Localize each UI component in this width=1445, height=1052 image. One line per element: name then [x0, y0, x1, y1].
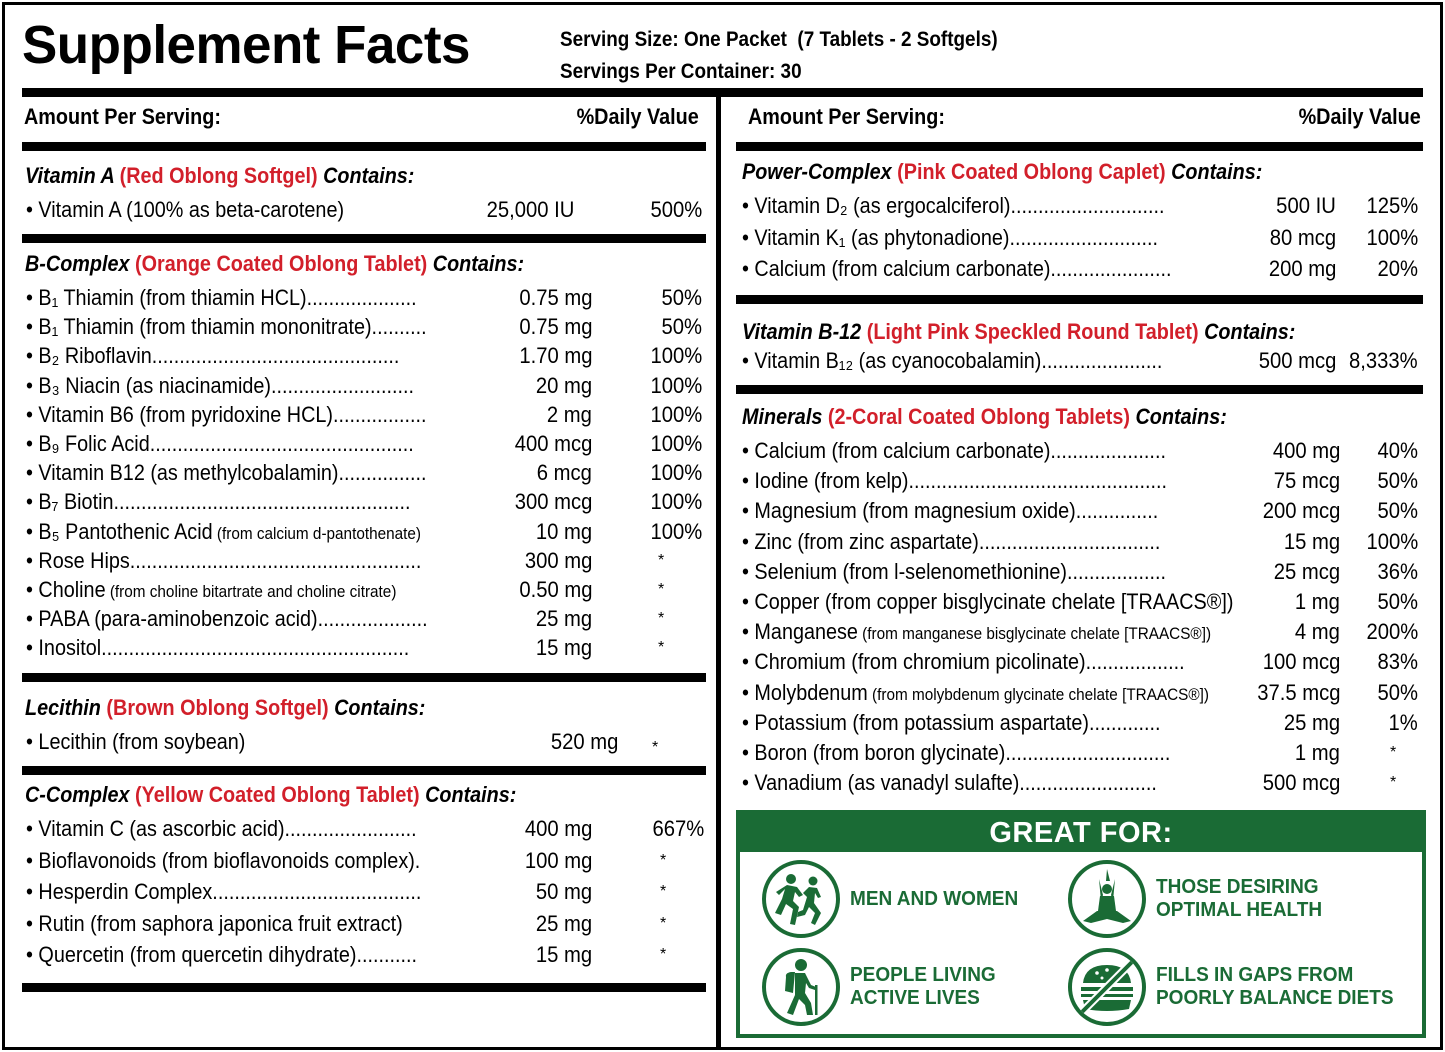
nutrient-dv: 125% — [1366, 193, 1418, 218]
nutrient-name — [742, 498, 1158, 524]
nutrient-source: (from manganese bisglycinate chelate [TRAACS®]) — [857, 624, 1212, 644]
nutrient-name-main: • Hesperdin Complex...................................... — [26, 879, 422, 904]
nutrient-row — [26, 635, 704, 664]
nutrient-row — [26, 285, 704, 314]
nutrient-name-main: • Potassium (from potassium aspartate)............. — [742, 709, 1161, 735]
nutrient-dv: 100% — [1366, 528, 1418, 554]
nutrient-dv: * — [660, 914, 667, 932]
nutrient-name-main: • Zinc (from zinc aspartate)................................. — [742, 528, 1161, 554]
nutrient-amount: 75 mcg — [1273, 468, 1340, 494]
nutrient-row — [742, 468, 1420, 497]
nutrient-name — [742, 649, 1185, 675]
nutrient-dv: * — [1390, 774, 1397, 792]
section-divider — [736, 385, 1423, 394]
nutrient-row — [26, 431, 704, 460]
section-desc: (Brown Oblong Softgel) — [106, 695, 329, 720]
nutrient-name — [26, 489, 411, 515]
nutrient-name-main: • Rutin (from saphora japonica fruit extract) — [26, 910, 403, 936]
nutrient-amount: 80 mcg — [1269, 224, 1336, 250]
nutrient-amount: 0.75 mg — [518, 314, 592, 340]
great-for-text — [1156, 876, 1322, 922]
nutrient-dv: * — [660, 883, 667, 900]
nutrient-amount: 400 mg — [1272, 438, 1340, 463]
section-name: Vitamin B-12 — [742, 319, 862, 344]
nutrient-name-main: • Selenium (from l-selenomethionine).................. — [742, 558, 1166, 584]
nutrient-row — [742, 770, 1420, 799]
section-title-power-complex — [742, 159, 1262, 185]
nutrient-name-main: • Quercetin (from quercetin dihydrate)........... — [26, 942, 417, 967]
nutrient-name — [742, 468, 1167, 494]
nutrient-name-main: • PABA (para-aminobenzoic acid).................... — [26, 606, 428, 632]
nutrient-dv: * — [658, 639, 665, 657]
nutrient-name — [26, 519, 421, 545]
nutrient-amount: 500 mcg — [1262, 770, 1340, 796]
section-title-vitamin-a — [25, 163, 414, 189]
section-divider — [22, 234, 706, 243]
nutrient-name — [742, 770, 1157, 796]
nutrient-row — [26, 879, 704, 908]
nutrient-dv: 667% — [652, 816, 704, 841]
left-dv-header: %Daily Value — [576, 104, 699, 129]
section-contains: Contains: — [1171, 159, 1263, 184]
nutrient-name — [26, 431, 414, 457]
nutrient-amount: 100 mcg — [1262, 649, 1340, 675]
section-name: Lecithin — [25, 695, 101, 720]
nutrient-dv: 40% — [1377, 438, 1418, 463]
nutrient-row — [26, 942, 704, 971]
nutrient-name — [26, 373, 414, 399]
nutrient-dv: 100% — [650, 489, 702, 515]
nutrient-name — [26, 548, 421, 574]
nutrient-name-main: • Vitamin K₁ (as phytonadione)........................... — [742, 224, 1159, 250]
great-for-line1: THOSE DESIRING — [1156, 876, 1319, 898]
nutrient-name — [26, 577, 396, 603]
section-title-lecithin — [25, 695, 425, 721]
section-desc: (Orange Coated Oblong Tablet) — [135, 251, 428, 276]
nutrient-name-main: • B₉ Folic Acid................................................ — [26, 431, 414, 456]
nutrient-name-main: • Vanadium (as vanadyl sulafte)......................... — [742, 770, 1157, 796]
nutrient-name-main: • Calcium (from calcium carbonate)..................... — [742, 438, 1166, 463]
nutrient-name-main: • B₂ Riboflavin............................................. — [26, 343, 400, 369]
nutrient-name — [742, 256, 1171, 282]
nutrient-name: • Vitamin A (100% as beta-carotene) — [26, 197, 345, 222]
header-divider — [22, 88, 1423, 97]
nutrient-amount: 0.75 mg — [518, 285, 592, 310]
nutrient-dv: 8,333% — [1349, 348, 1418, 373]
nutrient-amount: 15 mg — [535, 635, 592, 661]
nutrient-name-main: • Vitamin C (as ascorbic acid)........................ — [26, 816, 417, 841]
nutrient-dv: 100% — [1366, 224, 1418, 250]
nutrient-row — [742, 680, 1420, 709]
nutrient-name: • Vitamin B₁₂ (as cyanocobalamin)...................... — [742, 348, 1163, 373]
nutrient-amount: 50 mg — [535, 879, 592, 904]
column-divider — [716, 88, 721, 1050]
nutrient-row — [26, 402, 704, 431]
nutrient-row — [26, 460, 704, 489]
section-title-c-complex — [25, 782, 516, 808]
nutrient-name — [26, 635, 409, 661]
nutrient-amount: 500 IU — [1276, 193, 1336, 218]
nutrient-name — [26, 911, 403, 937]
section-divider — [736, 295, 1423, 304]
servings-per-container: Servings Per Container: 30 — [560, 60, 802, 83]
runners-icon — [762, 860, 840, 938]
nutrient-dv: 1% — [1388, 709, 1418, 735]
nutrient-dv: 36% — [1377, 558, 1418, 584]
nutrient-name — [742, 710, 1160, 736]
great-for-line2: ACTIVE LIVES — [850, 987, 980, 1009]
nutrient-name — [742, 193, 1164, 219]
section-desc: (Yellow Coated Oblong Tablet) — [135, 782, 420, 807]
great-for-item — [1068, 948, 1406, 1026]
section-name: Vitamin A — [25, 163, 115, 188]
nutrient-source: (from calcium d-pantothenate) — [212, 523, 421, 543]
section-desc: (2-Coral Coated Oblong Tablets) — [827, 404, 1130, 429]
nutrient-dv: 200% — [1366, 619, 1418, 645]
great-for-item — [1068, 860, 1331, 938]
left-amount-header: Amount Per Serving: — [24, 104, 221, 129]
nutrient-row — [26, 373, 704, 402]
section-contains: Contains: — [334, 695, 426, 720]
great-for-text — [850, 888, 1018, 911]
nutrient-dv: 50% — [661, 285, 702, 310]
nutrient-name — [742, 438, 1166, 464]
nutrient-source: (from molybdenum glycinate chelate [TRAACS®]) — [867, 684, 1210, 704]
nutrient-dv: 100% — [650, 343, 702, 369]
nutrient-row — [26, 197, 704, 226]
nutrient-row — [26, 606, 704, 635]
nutrient-name-main: • Molybdenum — [742, 679, 868, 705]
nutrient-row — [742, 589, 1420, 618]
nutrient-name-main: • Choline — [26, 577, 106, 602]
nutrient-row — [26, 911, 704, 940]
section-contains: Contains: — [323, 163, 415, 188]
nutrient-dv: * — [658, 581, 665, 598]
nutrient-amount: 25,000 IU — [486, 197, 574, 222]
nutrient-name — [26, 285, 417, 311]
nutrient-row — [26, 343, 704, 372]
nutrient-dv: 100% — [650, 518, 702, 544]
section-desc: (Red Oblong Softgel) — [119, 163, 318, 188]
nutrient-amount: 15 mg — [535, 942, 592, 967]
nutrient-dv: 100% — [650, 460, 702, 486]
nutrient-row — [742, 529, 1420, 558]
great-for-line2: POORLY BALANCE DIETS — [1156, 987, 1394, 1009]
meditation-icon — [1068, 860, 1146, 938]
great-for-line1: PEOPLE LIVING — [850, 964, 996, 986]
nutrient-row — [742, 225, 1420, 254]
nutrient-name — [742, 225, 1158, 251]
nutrient-dv: 20% — [1377, 256, 1418, 281]
nutrient-dv: 50% — [1377, 679, 1418, 705]
nutrient-dv: 83% — [1377, 649, 1418, 675]
section-contains: Contains: — [432, 251, 525, 276]
nutrient-name-main: • B₅ Pantothenic Acid — [26, 518, 213, 544]
page-title: Supplement Facts — [22, 15, 470, 75]
section-title-vitamin-b12 — [742, 319, 1295, 345]
nutrient-name — [742, 559, 1166, 585]
nutrient-name-main: • Iodine (from kelp)............................................... — [742, 468, 1168, 494]
nutrient-row — [26, 548, 704, 577]
great-for-title: GREAT FOR: — [740, 814, 1422, 852]
nutrient-dv: 50% — [1377, 589, 1418, 614]
great-for-line2: OPTIMAL HEALTH — [1156, 899, 1323, 921]
nutrient-name-main: • Bioflavonoids (from bioflavonoids complex). — [26, 847, 421, 873]
nutrient-name-main: • B₁ Thiamin (from thiamin HCL).................... — [26, 285, 417, 310]
nutrient-row — [742, 649, 1420, 678]
nutrient-amount: 400 mg — [524, 816, 592, 841]
nutrient-dv: 100% — [650, 401, 702, 427]
nutrient-amount: 300 mg — [524, 547, 592, 573]
nutrient-row — [26, 816, 704, 845]
nutrient-amount: 4 mg — [1294, 619, 1340, 645]
great-for-panel — [736, 810, 1426, 1038]
nutrient-name — [26, 816, 417, 842]
nutrient-name-main: • B₇ Biotin...................................................... — [26, 489, 411, 515]
section-contains: Contains: — [1204, 319, 1296, 344]
nutrient-name-main: • Inositol........................................................ — [26, 635, 410, 661]
nutrient-amount: 200 mg — [1268, 256, 1336, 281]
section-divider — [22, 766, 706, 775]
nutrient-amount: 1.70 mg — [518, 343, 592, 369]
nutrient-amount: 200 mcg — [1262, 498, 1340, 524]
nutrient-amount: 25 mg — [1283, 709, 1340, 735]
nutrient-name-main: • Magnesium (from magnesium oxide)............... — [742, 498, 1159, 524]
nutrient-name-main: • Calcium (from calcium carbonate)...................... — [742, 256, 1172, 281]
nutrient-dv: 50% — [1377, 468, 1418, 494]
left-header-bar — [22, 142, 706, 151]
nutrient-dv: 500% — [650, 197, 702, 222]
nutrient-name — [742, 619, 1211, 645]
section-name: Power-Complex — [742, 159, 892, 184]
great-for-text — [1156, 964, 1394, 1010]
nutrient-row — [26, 729, 704, 758]
nutrient-name-main: • Vitamin D₂ (as ergocalciferol)............................ — [742, 193, 1165, 218]
no-burger-icon — [1068, 948, 1146, 1026]
nutrient-name — [742, 740, 1170, 766]
nutrient-dv: * — [660, 946, 667, 963]
serving-info — [560, 24, 998, 88]
nutrient-row — [742, 498, 1420, 527]
nutrient-name — [26, 848, 420, 874]
section-contains: Contains: — [1135, 404, 1227, 429]
nutrient-source: (from choline bitartrate and choline citrate) — [105, 582, 397, 601]
nutrient-name — [742, 589, 1233, 615]
great-for-item — [762, 860, 1027, 938]
nutrient-name-main: • Copper (from copper bisglycinate chelate [TRAACS®]) — [742, 589, 1234, 614]
nutrient-amount: 300 mcg — [514, 489, 592, 515]
nutrient-name-main: • Vitamin B12 (as methylcobalamin)................ — [26, 460, 427, 486]
nutrient-amount: 10 mg — [535, 518, 592, 544]
nutrient-name-main: • B₁ Thiamin (from thiamin mononitrate).......... — [26, 314, 427, 340]
section-divider — [22, 983, 706, 992]
nutrient-row — [742, 348, 1420, 377]
great-for-line1: FILLS IN GAPS FROM — [1156, 964, 1354, 986]
nutrient-row — [26, 577, 704, 606]
nutrient-row — [742, 740, 1420, 769]
nutrient-dv: * — [658, 610, 665, 628]
nutrient-row — [26, 489, 704, 518]
nutrient-row — [742, 619, 1420, 648]
nutrient-amount: 0.50 mg — [518, 577, 592, 602]
serving-size: Serving Size: One Packet (7 Tablets - 2 Softgels) — [560, 28, 998, 51]
nutrient-name-main: • Vitamin B6 (from pyridoxine HCL)................. — [26, 401, 427, 427]
nutrient-amount: 100 mg — [524, 847, 592, 873]
nutrient-amount: 6 mcg — [536, 460, 592, 486]
nutrient-name-main: • Chromium (from chromium picolinate).................. — [742, 649, 1185, 675]
great-for-item — [762, 948, 1003, 1026]
nutrient-name — [742, 680, 1209, 706]
section-name: B-Complex — [25, 251, 130, 276]
section-name: Minerals — [742, 404, 823, 429]
nutrient-row — [742, 256, 1420, 285]
nutrient-amount: 2 mg — [546, 401, 592, 427]
great-for-line1: MEN AND WOMEN — [850, 887, 1019, 910]
nutrient-name-main: • Manganese — [742, 619, 858, 645]
nutrient-row — [742, 438, 1420, 467]
section-title-minerals — [742, 404, 1227, 430]
section-desc: (Pink Coated Oblong Caplet) — [897, 159, 1166, 184]
nutrient-amount: 1 mg — [1294, 589, 1340, 614]
nutrient-name-main: • Boron (from boron glycinate).............................. — [742, 740, 1171, 765]
nutrient-amount: 25 mg — [535, 910, 592, 936]
nutrient-dv: 50% — [1377, 498, 1418, 524]
nutrient-name-main: • B₃ Niacin (as niacinamide).......................... — [26, 372, 415, 398]
nutrient-amount: 520 mg — [550, 729, 618, 754]
nutrient-amount: 20 mg — [535, 372, 592, 398]
nutrient-amount: 25 mg — [535, 606, 592, 632]
nutrient-name — [26, 402, 426, 428]
nutrient-row — [26, 314, 704, 343]
nutrient-row — [742, 710, 1420, 739]
nutrient-dv: * — [658, 551, 665, 569]
nutrient-amount: 1 mg — [1294, 740, 1340, 765]
right-dv-header: %Daily Value — [1298, 104, 1421, 129]
nutrient-name — [26, 879, 421, 905]
nutrient-amount: 500 mcg — [1258, 348, 1336, 373]
section-divider — [22, 673, 706, 682]
nutrient-dv: * — [660, 851, 667, 869]
section-contains: Contains: — [425, 782, 517, 807]
nutrient-dv: 100% — [650, 431, 702, 456]
nutrient-name — [26, 314, 427, 340]
nutrient-dv: * — [652, 739, 659, 756]
great-for-text — [850, 964, 996, 1010]
section-title-b-complex — [25, 251, 524, 277]
nutrient-dv: 100% — [650, 372, 702, 398]
nutrient-amount: 400 mcg — [514, 431, 592, 456]
nutrient-amount: 25 mcg — [1273, 558, 1340, 584]
hiker-icon — [762, 948, 840, 1026]
nutrient-amount: 15 mg — [1283, 528, 1340, 554]
nutrient-amount: 37.5 mcg — [1256, 679, 1340, 705]
nutrient-name — [26, 942, 417, 968]
section-name: C-Complex — [25, 782, 130, 807]
right-header-bar — [736, 142, 1423, 151]
section-desc: (Light Pink Speckled Round Tablet) — [866, 319, 1199, 344]
nutrient-row — [26, 848, 704, 877]
nutrient-name — [26, 606, 428, 632]
nutrient-dv: 50% — [661, 314, 702, 340]
nutrient-name — [742, 529, 1160, 555]
nutrient-row — [26, 519, 704, 548]
nutrient-name — [26, 343, 399, 369]
nutrient-name: • Lecithin (from soybean) — [26, 729, 246, 754]
nutrient-row — [742, 559, 1420, 588]
nutrient-name — [26, 460, 427, 486]
nutrient-name-main: • Rose Hips..................................................... — [26, 547, 422, 573]
right-amount-header: Amount Per Serving: — [748, 104, 945, 129]
nutrient-row — [742, 193, 1420, 222]
nutrient-dv: * — [1390, 744, 1397, 761]
